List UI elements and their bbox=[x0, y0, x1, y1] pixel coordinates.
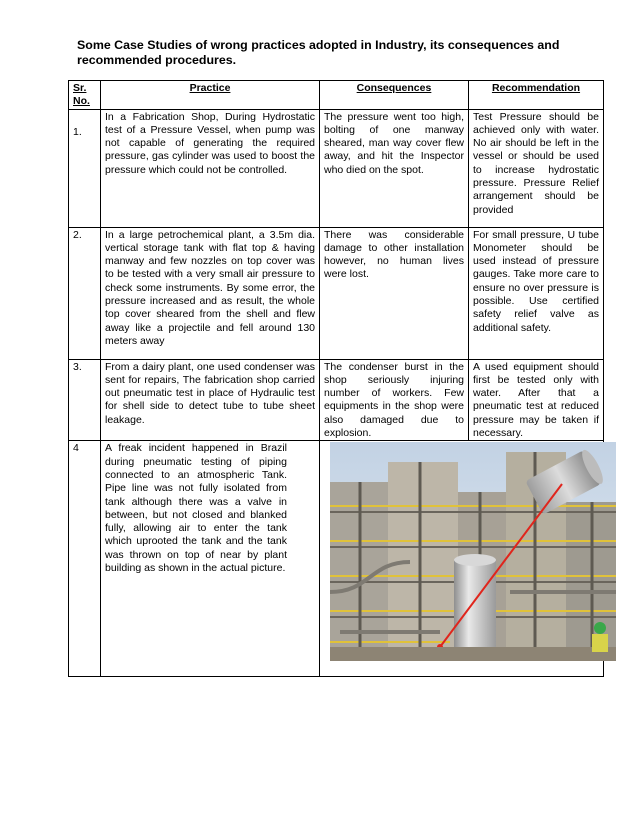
table-row bbox=[69, 359, 604, 441]
consequences-cell: The condenser burst in the shop seriously injuring number of workers. Few equipments in the shop were also damaged due to explosion. bbox=[320, 359, 469, 441]
consequences-cell: There was considerable damage to other installation however, no human lives were lost. bbox=[320, 227, 469, 359]
practice-cell bbox=[101, 441, 320, 677]
row-number: 2. bbox=[69, 227, 101, 359]
practice-cell: In a large petrochemical plant, a 3.5m dia. vertical storage tank with flat top & having manway and few nozzles on top cover was to be tested with a very small air pressure to check some instruments. By some error, the pressure increased and as result, the whole top cover sheared from the shell and flew away like a projectile and fell around 130 meters away bbox=[101, 227, 320, 359]
header-consequences: Consequences bbox=[320, 81, 469, 110]
recommendation-cell: A used equipment should first be tested only with water. After that a pneumatic test at reduced pressure may be taken if necessary. bbox=[469, 359, 604, 441]
consequences-cell: The pressure went too high, bolting of one manway sheared, man way cover flew away, and hit the Inspector who died on the spot. bbox=[320, 109, 469, 227]
recommendation-cell: For small pressure, U tube Monometer should be used instead of pressure gauges. Take more care to ensure no over pressure is possible. Use certified safety relief valve as additional safety. bbox=[469, 227, 604, 359]
practice-cell: From a dairy plant, one used condenser was sent for repairs, The fabrication shop carried out pneumatic test in place of Hydraulic test for shell side to detect tube to tube sheet leakage. bbox=[101, 359, 320, 441]
header-practice: Practice bbox=[101, 81, 320, 110]
row-number: 1. bbox=[69, 109, 101, 227]
table-row bbox=[69, 441, 604, 677]
row-number: 4 bbox=[69, 441, 101, 677]
header-sr-no: Sr. No. bbox=[69, 81, 101, 110]
practice-text: A freak incident happened in Brazil during pneumatic testing of piping connected to an atmospheric Tank. Pipe line was not fully isolated from tank although there was a valve in between, but not closed and blanked fully, allowing air to enter the tank which uprooted the tank and the tank was thrown on top of near by plant building as shown in the actual picture. bbox=[105, 442, 287, 575]
table-row bbox=[69, 109, 604, 227]
table-row bbox=[69, 227, 604, 359]
page-title: Some Case Studies of wrong practices adopted in Industry, its consequences and recommended procedures. bbox=[77, 38, 560, 67]
incident-photo-cell bbox=[320, 441, 604, 677]
recommendation-cell: Test Pressure should be achieved only with water. No air should be left in the vessel or should be used to increase hydrostatic pressure. Pressure Relief arrangement should be provided bbox=[469, 109, 604, 227]
practice-cell: In a Fabrication Shop, During Hydrostatic test of a Pressure Vessel, when pump was not capable of generating the required pressure, gas cylinder was used to boost the pressure which could not be controlled. bbox=[101, 109, 320, 227]
header-recommendation: Recommendation bbox=[469, 81, 604, 110]
table-header-row bbox=[69, 81, 604, 110]
case-study-table bbox=[68, 80, 604, 677]
incident-photo bbox=[330, 442, 616, 661]
row-number: 3. bbox=[69, 359, 101, 441]
